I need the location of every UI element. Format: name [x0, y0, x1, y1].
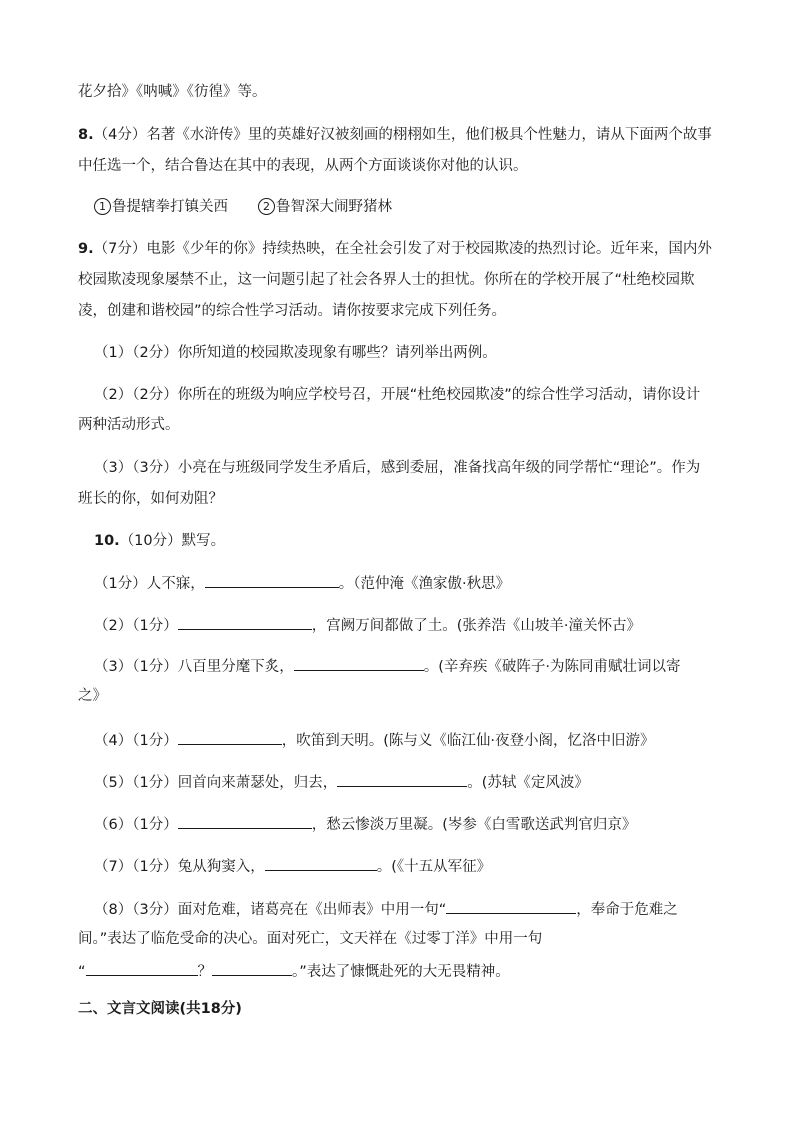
answer-blank[interactable]	[178, 615, 312, 630]
question-8-line-1	[78, 126, 712, 144]
question-mark: ？	[197, 964, 213, 980]
quote-open: “	[78, 964, 86, 980]
question-number: 10.	[94, 533, 120, 549]
option-1-circled-number: 1	[94, 198, 111, 215]
item-prefix: （4）（1分）	[94, 733, 178, 749]
dictation-item-2	[94, 615, 641, 635]
answer-blank[interactable]	[205, 573, 339, 588]
dictation-item-6	[94, 814, 636, 834]
item-prefix: （2）（1分）	[94, 618, 178, 634]
item-prefix: （5）（1分）回首向来萧瑟处，归去，	[94, 775, 338, 791]
answer-blank[interactable]	[212, 961, 292, 976]
item-suffix: 。(苏轼《定风波》	[467, 775, 589, 791]
question-9-sub-3-line-2: 班长的你，如何劝阻？	[78, 491, 223, 507]
dictation-item-3	[94, 656, 680, 676]
dictation-item-7	[94, 856, 491, 876]
item-suffix: 。”表达了慷慨赴死的大无畏精神。	[292, 964, 510, 980]
dictation-item-8-line-2: 间。”表达了临危受命的决心。面对死亡，文天祥在《过零丁洋》中用一句	[78, 931, 543, 947]
answer-blank[interactable]	[446, 899, 576, 914]
dictation-item-1	[94, 573, 510, 593]
item-prefix: （3）（1分）八百里分麾下炙，	[94, 659, 294, 675]
intro-tail: 花夕拾》《呐喊》《彷徨》等。	[78, 84, 267, 100]
item-suffix: 。(辛弃疾《破阵子·为陈同甫赋壮词以寄	[423, 659, 681, 675]
item-prefix: （7）（1分）兔从狗窦入，	[94, 859, 265, 875]
answer-blank[interactable]	[178, 730, 282, 745]
item-suffix: ，愁云惨淡万里凝。(岑参《白雪歌送武判官归京》	[311, 817, 637, 833]
question-text: 电影《少年的你》持续热映，在全社会引发了对于校园欺凌的热烈讨论。近年来，国内外	[146, 241, 712, 257]
answer-blank[interactable]	[337, 772, 467, 787]
question-score: （10分）	[119, 533, 182, 549]
dictation-item-3-tail: 之》	[78, 688, 107, 704]
answer-blank[interactable]	[294, 656, 424, 671]
question-9-line-3: 凌，创建和谐校园”的综合性学习活动。请你按要求完成下列任务。	[78, 303, 507, 319]
item-suffix: 。(《十五从军征》	[376, 859, 492, 875]
question-9-line-1	[78, 240, 712, 258]
item-suffix: 。（范仲淹《渔家傲·秋思》	[338, 576, 511, 592]
question-10-title	[94, 532, 225, 550]
option-2-circled-number: 2	[258, 198, 275, 215]
answer-blank[interactable]	[178, 814, 312, 829]
question-score: （7分）	[93, 241, 147, 257]
question-9-sub-3-line-1: （3）（3分）小亮在与班级同学发生矛盾后，感到委屈，准备找高年级的同学帮忙“理论”。作为	[94, 460, 701, 476]
option-2-text: 鲁智深大闹野猪林	[276, 199, 392, 215]
question-9-line-2: 校园欺凌现象屡禁不止，这一问题引起了社会各界人士的担忧。你所在的学校开展了“杜绝校园欺	[78, 272, 695, 288]
dictation-item-4	[94, 730, 654, 750]
question-text: 默写。	[181, 533, 226, 549]
question-8-line-2: 中任选一个，结合鲁达在其中的表现，从两个方面谈谈你对他的认识。	[78, 158, 528, 174]
question-9-sub-1: （1）（2分）你所知道的校园欺凌现象有哪些？请列举出两例。	[94, 345, 497, 361]
item-prefix: （8）（3分）面对危难，诸葛亮在《出师表》中用一句“	[94, 902, 447, 918]
question-number: 9.	[78, 241, 94, 257]
question-8-options	[94, 198, 392, 216]
item-suffix: ，宫阙万间都做了土。(张养浩《山坡羊·潼关怀古》	[311, 618, 641, 634]
dictation-item-8-line-3	[78, 961, 510, 981]
question-text: 名著《水浒传》里的英雄好汉被刻画的栩栩如生，他们极具个性魅力，请从下面两个故事	[146, 127, 712, 143]
question-9-sub-2-line-1: （2）（2分）你所在的班级为响应学校号召，开展“杜绝校园欺凌”的综合性学习活动，请你设计	[94, 387, 701, 403]
option-1-text: 鲁提辖拳打镇关西	[112, 199, 228, 215]
item-suffix: ，吹笛到天明。(陈与义《临江仙·夜登小阁，忆洛中旧游》	[281, 733, 655, 749]
dictation-item-8-line-1	[94, 899, 678, 919]
section-2-heading: 二、文言文阅读(共18分)	[78, 1001, 242, 1017]
answer-blank[interactable]	[265, 856, 377, 871]
question-9-sub-2-line-2: 两种活动形式。	[78, 417, 180, 433]
question-number: 8.	[78, 127, 94, 143]
dictation-item-5	[94, 772, 589, 792]
answer-blank[interactable]	[86, 961, 198, 976]
item-suffix: ，奉命于危难之	[576, 902, 678, 918]
question-score: （4分）	[93, 127, 147, 143]
item-prefix: （6）（1分）	[94, 817, 178, 833]
item-prefix: （1分）人不寐，	[94, 576, 205, 592]
